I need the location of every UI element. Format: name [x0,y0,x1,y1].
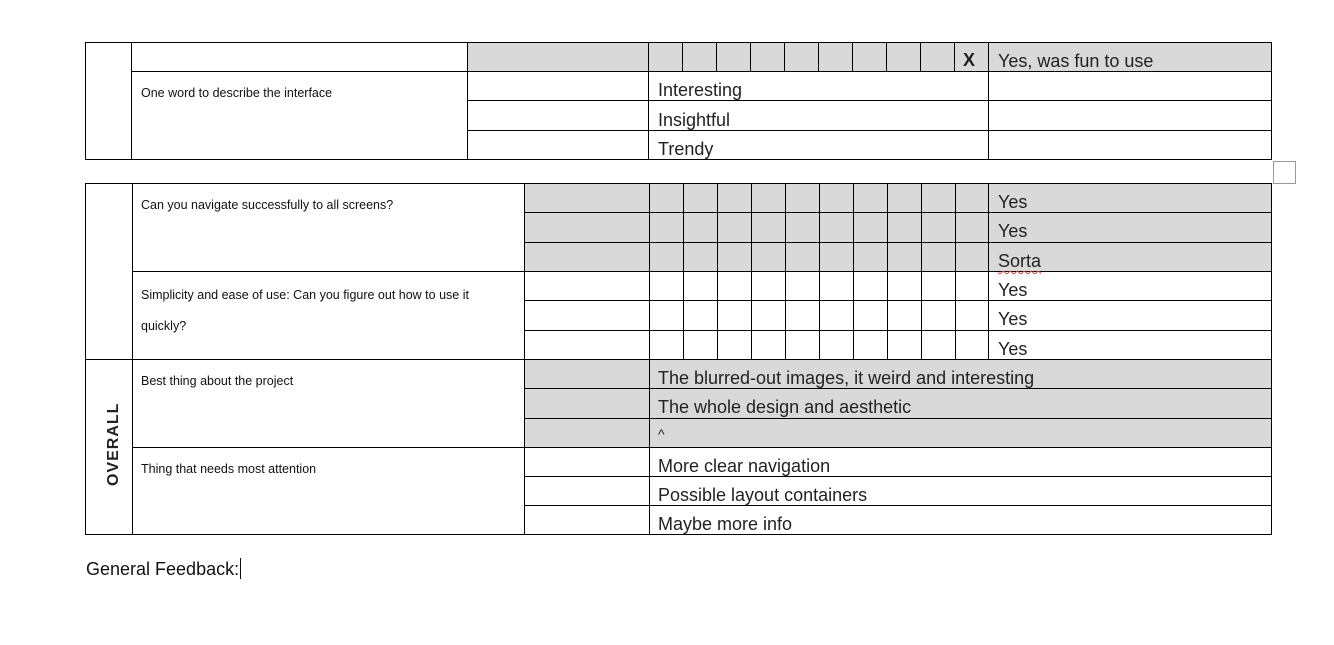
best-answer-3: ^ [658,426,665,442]
answer-fun: Yes, was fun to use [998,51,1154,71]
attention-answer-3: Maybe more info [658,514,793,534]
selected-score-mark: X [963,50,976,70]
general-feedback-heading[interactable] [86,558,241,580]
attention-answer-2: Possible layout containers [658,485,868,505]
question-needs-attention: Thing that needs most attention [141,462,317,476]
question-simplicity: Simplicity and ease of use: Can you figure out how to use it quickly? [141,288,469,333]
answer-word-3: Trendy [658,139,714,159]
general-feedback-label: General Feedback: [86,559,240,579]
question-one-word: One word to describe the interface [141,86,333,100]
best-answer-2: The whole design and aesthetic [658,397,912,417]
table-resize-handle[interactable] [1273,161,1296,184]
answer-word-2: Insightful [658,110,731,130]
question-navigate: Can you navigate successfully to all screens? [141,198,394,212]
question-best-thing: Best thing about the project [141,374,294,388]
simplicity-answer-1: Yes [998,280,1028,300]
navigate-answer-1: Yes [998,192,1028,212]
simplicity-answer-3: Yes [998,339,1028,359]
overall-section-label: OVERALL [105,402,122,486]
simplicity-answer-2: Yes [998,309,1028,329]
attention-answer-1: More clear navigation [658,456,831,476]
answer-word-1: Interesting [658,80,743,100]
navigate-answer-2: Yes [998,221,1028,241]
text-cursor [240,558,241,579]
navigate-answer-3: Sorta [998,251,1042,271]
best-answer-1: The blurred-out images, it weird and interesting [658,368,1035,388]
row-shading [525,184,1271,271]
